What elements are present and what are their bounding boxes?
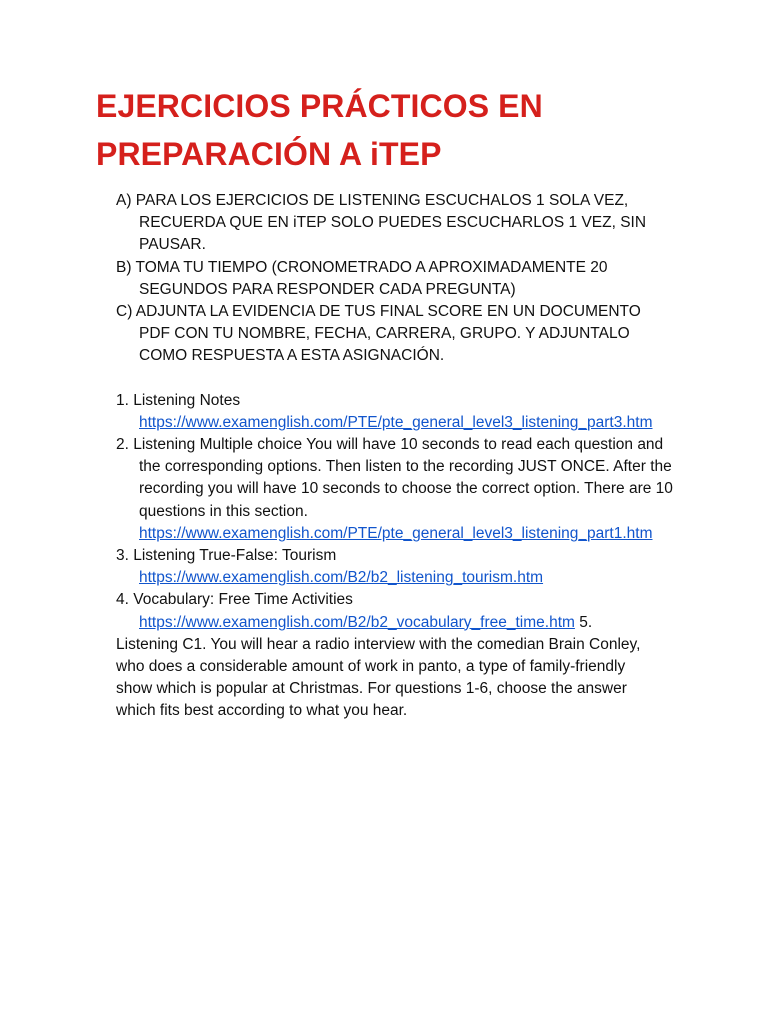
exercise-2: [116, 434, 686, 545]
exercise-2-link[interactable]: https://www.examenglish.com/PTE/pte_general_level3_listening_part1.htm: [139, 524, 653, 542]
exercises-list: [116, 390, 686, 634]
exercise-4: [116, 589, 686, 633]
exercise-5-number: 5.: [574, 613, 593, 631]
instruction-c: C) ADJUNTA LA EVIDENCIA DE TUS FINAL SCORE EN UN DOCUMENTO PDF CON TU NOMBRE, FECHA, CARRERA, GRUPO. Y ADJUNTALO COMO RESPUESTA A ESTA ASIGNACIÓN.: [116, 303, 641, 365]
instruction-a: A) PARA LOS EJERCICIOS DE LISTENING ESCUCHALOS 1 SOLA VEZ, RECUERDA QUE EN iTEP SOLO PUEDES ESCUCHARLOS 1 VEZ, SIN PAUSAR.: [116, 192, 647, 254]
instruction-b: B) TOMA TU TIEMPO (CRONOMETRADO A APROXIMADAMENTE 20 SEGUNDOS PARA RESPONDER CADA PREGUNTA): [116, 258, 608, 298]
exercise-1-link[interactable]: https://www.examenglish.com/PTE/pte_general_level3_listening_part3.htm: [139, 413, 653, 431]
exercise-2-text: 2. Listening Multiple choice You will have 10 seconds to read each question and the corresponding options. Then listen to the recording JUST ONCE. After the recording you will have 10 seconds to choose the correct option. There are 10 questions in this section.: [116, 436, 673, 520]
page-title: EJERCICIOS PRÁCTICOS EN PREPARACIÓN A iTEP: [96, 88, 543, 172]
exercise-3-link[interactable]: https://www.examenglish.com/B2/b2_listening_tourism.htm: [139, 569, 544, 587]
exercise-4-link[interactable]: https://www.examenglish.com/B2/b2_vocabulary_free_time.htm: [139, 613, 575, 631]
exercise-3-text: 3. Listening True-False: Tourism: [116, 547, 337, 565]
exercise-1-text: 1. Listening Notes: [116, 391, 241, 409]
exercise-3: [116, 545, 686, 589]
exercise-1: [116, 390, 686, 434]
instructions-list: [116, 190, 676, 368]
exercise-4-link-line: [139, 612, 686, 634]
blank-line: [96, 368, 688, 390]
exercise-5-description: Listening C1. You will hear a radio interview with the comedian Brain Conley, who does a considerable amount of work in panto, a type of family-friendly show which is popular at Christmas. For questions 1-6, choose the answer which fits best according to what you hear.: [116, 635, 641, 720]
exercise-4-text: 4. Vocabulary: Free Time Activities: [116, 591, 353, 609]
